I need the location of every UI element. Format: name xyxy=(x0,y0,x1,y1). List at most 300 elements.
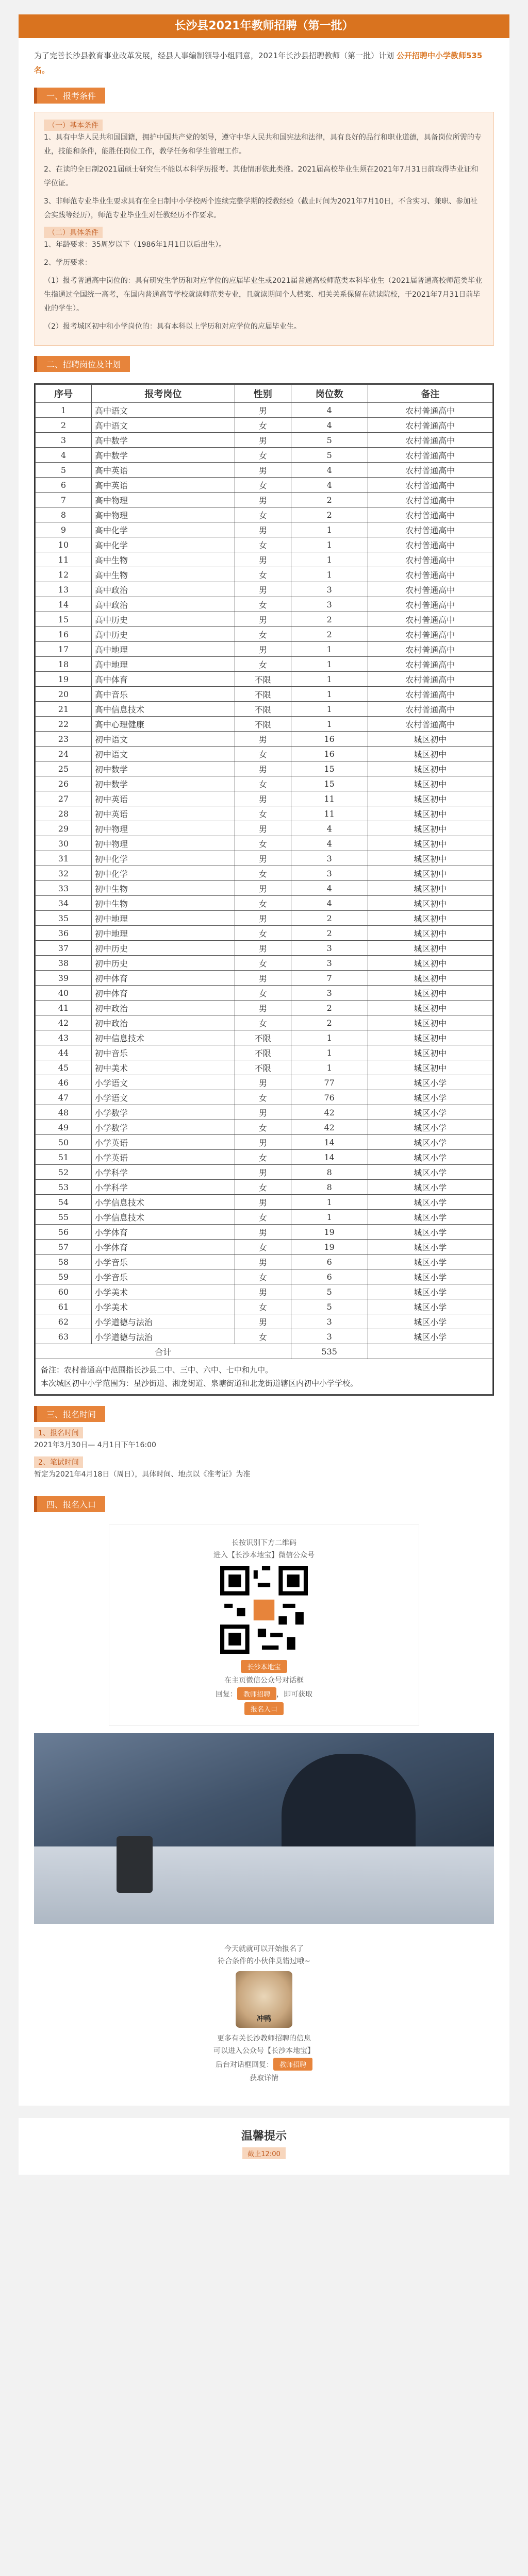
cell-position: 高中体育 xyxy=(91,672,235,687)
cell-gender: 男 xyxy=(235,1165,291,1180)
table-row xyxy=(36,433,493,448)
cell-position: 小学道德与法治 xyxy=(91,1329,235,1344)
cell-count: 3 xyxy=(291,986,368,1001)
cell-gender: 女 xyxy=(235,866,291,881)
cell-count: 1 xyxy=(291,1060,368,1075)
cell-remark: 城区初中 xyxy=(368,866,492,881)
cell-gender: 女 xyxy=(235,1269,291,1284)
cell-gender: 不限 xyxy=(235,1045,291,1060)
cell-count: 1 xyxy=(291,657,368,672)
table-row xyxy=(36,1225,493,1240)
specific-conditions-tag: （二）具体条件 xyxy=(44,227,103,238)
cell-position: 初中地理 xyxy=(91,926,235,941)
cell-count: 16 xyxy=(291,732,368,747)
cat-caption: 冲鸭 xyxy=(257,2015,271,2023)
cell-position: 初中政治 xyxy=(91,1015,235,1030)
cell-remark: 城区小学 xyxy=(368,1090,492,1105)
cell-count: 1 xyxy=(291,717,368,732)
cell-count: 3 xyxy=(291,597,368,612)
table-row xyxy=(36,941,493,956)
table-row xyxy=(36,448,493,463)
cell-index: 2 xyxy=(36,418,92,433)
cell-position: 初中物理 xyxy=(91,836,235,851)
cell-gender: 女 xyxy=(235,986,291,1001)
cell-index: 3 xyxy=(36,433,92,448)
cell-count: 4 xyxy=(291,836,368,851)
cell-gender: 女 xyxy=(235,448,291,463)
col-header-position: 报考岗位 xyxy=(91,385,235,403)
cell-count: 1 xyxy=(291,672,368,687)
cell-index: 12 xyxy=(36,567,92,582)
cell-gender: 不限 xyxy=(235,672,291,687)
after-instruction-2 xyxy=(120,1687,408,1700)
cell-count: 1 xyxy=(291,1045,368,1060)
cell-gender: 男 xyxy=(235,1075,291,1090)
table-row xyxy=(36,1001,493,1015)
cell-remark: 城区初中 xyxy=(368,971,492,986)
cell-position: 高中物理 xyxy=(91,493,235,507)
cell-remark: 城区小学 xyxy=(368,1165,492,1180)
cell-count: 4 xyxy=(291,418,368,433)
cell-index: 40 xyxy=(36,986,92,1001)
cell-gender: 女 xyxy=(235,657,291,672)
cell-count: 1 xyxy=(291,1030,368,1045)
footer-card xyxy=(109,1931,419,2095)
cell-position: 小学体育 xyxy=(91,1240,235,1255)
job-table-wrapper xyxy=(34,383,494,1396)
table-row xyxy=(36,1015,493,1030)
cell-remark: 农村普通高中 xyxy=(368,507,492,522)
cell-position: 高中政治 xyxy=(91,582,235,597)
cell-gender: 男 xyxy=(235,821,291,836)
table-row xyxy=(36,552,493,567)
table-row xyxy=(36,1329,493,1344)
table-row xyxy=(36,1210,493,1225)
cell-remark: 城区小学 xyxy=(368,1314,492,1329)
cell-index: 41 xyxy=(36,1001,92,1015)
cell-gender: 女 xyxy=(235,1329,291,1344)
cell-index: 11 xyxy=(36,552,92,567)
cell-count: 4 xyxy=(291,403,368,418)
exam-time: 暂定为2021年4月18日（周日），具体时间、地点以《准考证》为准 xyxy=(34,1470,251,1479)
photo-desk xyxy=(34,1846,494,1924)
cell-index: 61 xyxy=(36,1299,92,1314)
section-title-plan: 二、招聘岗位及计划 xyxy=(34,356,130,372)
cell-index: 32 xyxy=(36,866,92,881)
cell-remark: 城区初中 xyxy=(368,926,492,941)
cell-index: 42 xyxy=(36,1015,92,1030)
cell-count: 2 xyxy=(291,612,368,627)
table-row xyxy=(36,776,493,791)
cell-index: 33 xyxy=(36,881,92,896)
cell-position: 高中物理 xyxy=(91,507,235,522)
table-note xyxy=(35,1359,493,1395)
cell-index: 1 xyxy=(36,403,92,418)
cell-count: 3 xyxy=(291,1314,368,1329)
cell-count: 3 xyxy=(291,866,368,881)
cell-position: 初中数学 xyxy=(91,761,235,776)
cell-remark: 城区小学 xyxy=(368,1180,492,1195)
cell-remark: 城区小学 xyxy=(368,1299,492,1314)
table-row xyxy=(36,1075,493,1090)
table-row xyxy=(36,687,493,702)
cell-position: 高中地理 xyxy=(91,642,235,657)
cell-remark: 城区小学 xyxy=(368,1195,492,1210)
cell-gender: 女 xyxy=(235,567,291,582)
cell-index: 19 xyxy=(36,672,92,687)
cell-remark: 农村普通高中 xyxy=(368,702,492,717)
table-row xyxy=(36,717,493,732)
cell-remark: 城区初中 xyxy=(368,986,492,1001)
cell-count: 16 xyxy=(291,747,368,761)
cell-position: 高中信息技术 xyxy=(91,702,235,717)
qr-tag: 长沙本地宝 xyxy=(241,1660,287,1673)
cell-gender: 男 xyxy=(235,791,291,806)
cell-index: 54 xyxy=(36,1195,92,1210)
cell-index: 27 xyxy=(36,791,92,806)
cell-count: 6 xyxy=(291,1269,368,1284)
cell-remark: 农村普通高中 xyxy=(368,567,492,582)
cell-gender: 女 xyxy=(235,1240,291,1255)
total-value: 535 xyxy=(291,1344,368,1359)
cell-position: 小学科学 xyxy=(91,1165,235,1180)
cell-count: 4 xyxy=(291,881,368,896)
cell-remark: 城区初中 xyxy=(368,881,492,896)
registration-time-tag: 1、报名时间 xyxy=(34,1427,83,1438)
cell-remark: 城区初中 xyxy=(368,1001,492,1015)
cell-index: 55 xyxy=(36,1210,92,1225)
cell-gender: 男 xyxy=(235,1105,291,1120)
cell-count: 1 xyxy=(291,522,368,537)
cell-remark: 农村普通高中 xyxy=(368,478,492,493)
table-row xyxy=(36,418,493,433)
more-prefix: 后台对话框回复： xyxy=(215,2061,273,2069)
cell-index: 53 xyxy=(36,1180,92,1195)
registration-block xyxy=(34,1427,494,1482)
cell-count: 1 xyxy=(291,702,368,717)
cell-gender: 不限 xyxy=(235,702,291,717)
cell-remark: 城区小学 xyxy=(368,1150,492,1165)
section-title-registration: 三、报名时间 xyxy=(34,1406,105,1422)
cell-remark: 城区初中 xyxy=(368,956,492,971)
cell-count: 5 xyxy=(291,448,368,463)
cell-position: 高中化学 xyxy=(91,522,235,537)
cell-position: 高中历史 xyxy=(91,612,235,627)
cell-remark: 城区小学 xyxy=(368,1120,492,1135)
table-row xyxy=(36,1120,493,1135)
cell-position: 小学道德与法治 xyxy=(91,1314,235,1329)
banner-title: 长沙县2021年教师招聘（第一批） xyxy=(174,20,354,32)
table-row xyxy=(36,597,493,612)
cell-index: 6 xyxy=(36,478,92,493)
cell-position: 初中信息技术 xyxy=(91,1030,235,1045)
cell-index: 43 xyxy=(36,1030,92,1045)
table-row xyxy=(36,791,493,806)
cell-gender: 男 xyxy=(235,582,291,597)
cell-remark: 城区小学 xyxy=(368,1329,492,1344)
cell-remark: 农村普通高中 xyxy=(368,537,492,552)
cell-gender: 男 xyxy=(235,1284,291,1299)
table-row xyxy=(36,493,493,507)
cell-index: 25 xyxy=(36,761,92,776)
total-remark xyxy=(368,1344,492,1359)
cell-count: 1 xyxy=(291,552,368,567)
cell-count: 2 xyxy=(291,507,368,522)
cell-position: 小学美术 xyxy=(91,1284,235,1299)
table-row xyxy=(36,956,493,971)
table-row xyxy=(36,627,493,642)
cell-count: 76 xyxy=(291,1090,368,1105)
cell-position: 初中音乐 xyxy=(91,1045,235,1060)
cell-remark: 城区初中 xyxy=(368,747,492,761)
cell-gender: 女 xyxy=(235,1015,291,1030)
cell-index: 39 xyxy=(36,971,92,986)
cell-position: 高中英语 xyxy=(91,478,235,493)
footer-line: 今天就就可以开始报名了 xyxy=(224,1945,304,1953)
table-row xyxy=(36,642,493,657)
cell-count: 2 xyxy=(291,1001,368,1015)
cell-position: 小学信息技术 xyxy=(91,1195,235,1210)
cell-position: 初中地理 xyxy=(91,911,235,926)
cell-position: 高中政治 xyxy=(91,597,235,612)
table-row xyxy=(36,1045,493,1060)
cell-gender: 女 xyxy=(235,478,291,493)
table-row xyxy=(36,1030,493,1045)
cell-position: 高中数学 xyxy=(91,433,235,448)
cell-count: 2 xyxy=(291,911,368,926)
cell-gender: 女 xyxy=(235,806,291,821)
cell-remark: 城区初中 xyxy=(368,941,492,956)
col-header-gender: 性别 xyxy=(235,385,291,403)
warm-subtitle: 截止12:00 xyxy=(242,2147,285,2159)
basic-item: 1、具有中华人民共和国国籍，拥护中国共产党的领导，遵守中华人民共和国宪法和法律，具有良好的品行和职业道德，具备岗位所需的专业，技能和条件，能胜任岗位工作，教学任务和学生管理工作。 xyxy=(44,133,482,156)
cell-remark: 城区初中 xyxy=(368,821,492,836)
cell-count: 8 xyxy=(291,1180,368,1195)
cell-gender: 男 xyxy=(235,971,291,986)
table-row xyxy=(36,1195,493,1210)
cell-count: 3 xyxy=(291,1329,368,1344)
cell-remark: 城区初中 xyxy=(368,1015,492,1030)
cell-index: 5 xyxy=(36,463,92,478)
keyword-badge: 教师招聘 xyxy=(237,1687,276,1700)
cell-count: 19 xyxy=(291,1240,368,1255)
cell-gender: 女 xyxy=(235,418,291,433)
table-row xyxy=(36,971,493,986)
cell-position: 高中心理健康 xyxy=(91,717,235,732)
table-row xyxy=(36,672,493,687)
cell-remark: 城区初中 xyxy=(368,776,492,791)
cell-count: 5 xyxy=(291,1284,368,1299)
cell-index: 18 xyxy=(36,657,92,672)
cell-gender: 女 xyxy=(235,1150,291,1165)
table-row xyxy=(36,866,493,881)
cell-gender: 女 xyxy=(235,747,291,761)
cell-remark: 城区小学 xyxy=(368,1225,492,1240)
warm-title: 温馨提示 xyxy=(241,2130,287,2143)
cell-index: 21 xyxy=(36,702,92,717)
section-title-signup: 四、报名入口 xyxy=(34,1496,105,1512)
cell-gender: 男 xyxy=(235,463,291,478)
table-row xyxy=(36,463,493,478)
table-row xyxy=(36,522,493,537)
cell-gender: 男 xyxy=(235,761,291,776)
cell-remark: 城区小学 xyxy=(368,1105,492,1120)
cell-count: 14 xyxy=(291,1150,368,1165)
basic-item: 2、在读的全日制2021届硕士研究生不能以本科学历报考。其他情形依此类推。2021届高校毕业生须在2021年7月31日前取得毕业证和学位证。 xyxy=(44,165,478,188)
table-row xyxy=(36,851,493,866)
cell-remark: 农村普通高中 xyxy=(368,627,492,642)
job-table-body xyxy=(36,403,493,1344)
table-row xyxy=(36,657,493,672)
cell-remark: 城区初中 xyxy=(368,851,492,866)
cell-index: 59 xyxy=(36,1269,92,1284)
table-row xyxy=(36,747,493,761)
cell-position: 初中语文 xyxy=(91,732,235,747)
note-line: 本次城区初中小学范围为：星沙街道、湘龙街道、泉塘街道和北龙街道辖区内初中小学学校。 xyxy=(41,1379,358,1388)
cell-count: 15 xyxy=(291,776,368,791)
cell-position: 高中生物 xyxy=(91,567,235,582)
warm-tips xyxy=(19,2118,509,2175)
table-row xyxy=(36,1269,493,1284)
cell-position: 初中美术 xyxy=(91,1060,235,1075)
table-row xyxy=(36,761,493,776)
total-label: 合计 xyxy=(36,1344,291,1359)
cell-index: 37 xyxy=(36,941,92,956)
qr-code-icon xyxy=(220,1566,308,1654)
cell-count: 14 xyxy=(291,1135,368,1150)
cell-gender: 女 xyxy=(235,836,291,851)
specific-item: 1、年龄要求：35周岁以下（1986年1月1日以后出生）。 xyxy=(44,241,226,249)
cell-remark: 城区小学 xyxy=(368,1255,492,1269)
qr-instruction-2: 进入【长沙本地宝】微信公众号 xyxy=(213,1551,315,1560)
cell-gender: 女 xyxy=(235,1180,291,1195)
cell-index: 34 xyxy=(36,896,92,911)
cell-position: 初中历史 xyxy=(91,941,235,956)
table-row xyxy=(36,896,493,911)
table-row xyxy=(36,806,493,821)
cell-position: 小学语文 xyxy=(91,1075,235,1090)
cell-count: 2 xyxy=(291,493,368,507)
table-row xyxy=(36,1240,493,1255)
cell-count: 3 xyxy=(291,941,368,956)
cell-count: 42 xyxy=(291,1120,368,1135)
cell-remark: 农村普通高中 xyxy=(368,433,492,448)
footer-more xyxy=(120,2058,408,2071)
cell-gender: 男 xyxy=(235,493,291,507)
basic-item: 3、非师范专业毕业生要求具有在全日制中小学校两个连续完整学期的授教经验（截止时间为2021年7月10日，不含实习、兼职、参加社会实践等经历），师范专业毕业生对任教经历不作要求。 xyxy=(44,197,478,219)
cell-gender: 不限 xyxy=(235,1030,291,1045)
cell-gender: 女 xyxy=(235,627,291,642)
cell-index: 35 xyxy=(36,911,92,926)
cell-remark: 城区小学 xyxy=(368,1240,492,1255)
cell-remark: 农村普通高中 xyxy=(368,687,492,702)
cell-remark: 城区小学 xyxy=(368,1269,492,1284)
cell-index: 28 xyxy=(36,806,92,821)
table-row xyxy=(36,732,493,747)
qr-code[interactable] xyxy=(220,1566,308,1654)
table-row xyxy=(36,702,493,717)
table-row xyxy=(36,881,493,896)
cell-count: 2 xyxy=(291,926,368,941)
cell-count: 1 xyxy=(291,567,368,582)
table-row xyxy=(36,1135,493,1150)
cell-gender: 男 xyxy=(235,642,291,657)
after-instruction: 在主页微信公众号对话框 xyxy=(224,1676,304,1685)
cell-position: 初中语文 xyxy=(91,747,235,761)
cell-count: 8 xyxy=(291,1165,368,1180)
cell-position: 高中化学 xyxy=(91,537,235,552)
cell-gender: 男 xyxy=(235,1195,291,1210)
cell-count: 4 xyxy=(291,478,368,493)
cell-count: 19 xyxy=(291,1225,368,1240)
degree-item: （2）报考城区初中和小学岗位的：具有本科以上学历和对应学位的应届毕业生。 xyxy=(44,323,301,331)
cell-index: 45 xyxy=(36,1060,92,1075)
cell-count: 2 xyxy=(291,627,368,642)
cell-position: 初中政治 xyxy=(91,1001,235,1015)
entry-button[interactable]: 报名入口 xyxy=(244,1702,284,1715)
cell-index: 46 xyxy=(36,1075,92,1090)
cell-remark: 农村普通高中 xyxy=(368,612,492,627)
table-row xyxy=(36,507,493,522)
cell-position: 小学音乐 xyxy=(91,1269,235,1284)
cell-position: 初中英语 xyxy=(91,806,235,821)
cell-remark: 城区小学 xyxy=(368,1284,492,1299)
table-row xyxy=(36,1090,493,1105)
cell-index: 50 xyxy=(36,1135,92,1150)
cell-position: 初中化学 xyxy=(91,866,235,881)
note-line: 备注：农村普通高中范围指长沙县二中、三中、六中、七中和九中。 xyxy=(41,1365,273,1375)
cell-gender: 女 xyxy=(235,1210,291,1225)
cell-remark: 农村普通高中 xyxy=(368,418,492,433)
cell-count: 4 xyxy=(291,821,368,836)
cell-gender: 男 xyxy=(235,732,291,747)
cell-position: 小学音乐 xyxy=(91,1255,235,1269)
cell-position: 小学语文 xyxy=(91,1090,235,1105)
basic-conditions-tag: （一）基本条件 xyxy=(44,120,103,131)
cell-count: 7 xyxy=(291,971,368,986)
cell-gender: 男 xyxy=(235,552,291,567)
cell-remark: 城区初中 xyxy=(368,1030,492,1045)
cell-remark: 农村普通高中 xyxy=(368,403,492,418)
cell-position: 初中体育 xyxy=(91,971,235,986)
cell-gender: 女 xyxy=(235,1120,291,1135)
footer-more: 更多有关长沙教师招聘的信息 xyxy=(217,2035,311,2043)
cell-position: 高中语文 xyxy=(91,403,235,418)
cell-remark: 城区初中 xyxy=(368,732,492,747)
cell-count: 11 xyxy=(291,791,368,806)
cell-gender: 不限 xyxy=(235,1060,291,1075)
cell-count: 1 xyxy=(291,1195,368,1210)
cell-remark: 农村普通高中 xyxy=(368,463,492,478)
cell-position: 高中语文 xyxy=(91,418,235,433)
cell-remark: 城区初中 xyxy=(368,911,492,926)
col-header-index: 序号 xyxy=(36,385,92,403)
footer-more: 获取详情 xyxy=(250,2074,278,2082)
col-header-remark: 备注 xyxy=(368,385,492,403)
cell-remark: 城区初中 xyxy=(368,896,492,911)
cell-index: 58 xyxy=(36,1255,92,1269)
cell-gender: 男 xyxy=(235,1001,291,1015)
cell-index: 10 xyxy=(36,537,92,552)
cell-gender: 女 xyxy=(235,896,291,911)
table-row xyxy=(36,582,493,597)
after-prefix: 回复： xyxy=(215,1690,237,1699)
cell-count: 4 xyxy=(291,896,368,911)
cell-gender: 男 xyxy=(235,1255,291,1269)
cell-index: 47 xyxy=(36,1090,92,1105)
cell-index: 29 xyxy=(36,821,92,836)
cell-position: 初中数学 xyxy=(91,776,235,791)
